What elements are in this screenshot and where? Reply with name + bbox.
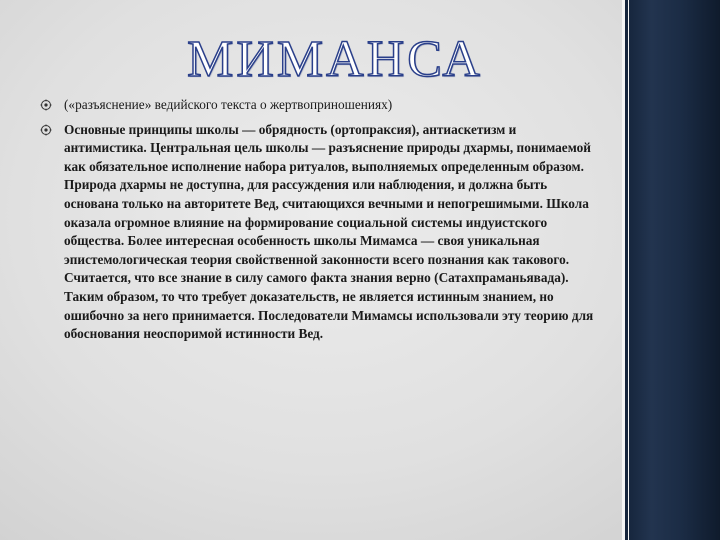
ornate-bullet-icon <box>40 123 52 135</box>
bullet-text: Основные принципы школы — обрядность (ортопраксия), антиаскетизм и антимистика. Центральная цель школы — разъяснение природы дхармы, понимаемой как обязательное исполнение набора ритуалов, выполняемых определенным образом. Природа дхармы не доступна, для рассуждения или наблюдения, и должна быть основана только на авторитете Вед, считающихся вечными и непогрешимыми. Школа оказала огромное влияние на формирование социальной системы индуистского общества. Более интересная особенность школы Мимамса — своя уникальная эпистемологическая теория свойственной законности всего познания как такового. Считается, что все знание в силу самого факта знания верно (Сатахпраманьявада). Таким образом, то что требует доказательств, не является истинным знанием, но ошибочно за него принимается. Последователи Мимамсы использовали эту теорию для обоснования неоспоримой истинности Вед. <box>64 121 594 342</box>
ornate-bullet-icon <box>40 98 52 110</box>
bullet-text: («разъяснение» ведийского текста о жертвоприношениях) <box>64 97 393 112</box>
bullet-item <box>40 96 600 115</box>
slide-title: МИМАНСА <box>187 31 483 88</box>
bullet-list <box>40 96 600 350</box>
decorative-side-band <box>622 0 720 540</box>
bullet-item <box>40 121 600 344</box>
